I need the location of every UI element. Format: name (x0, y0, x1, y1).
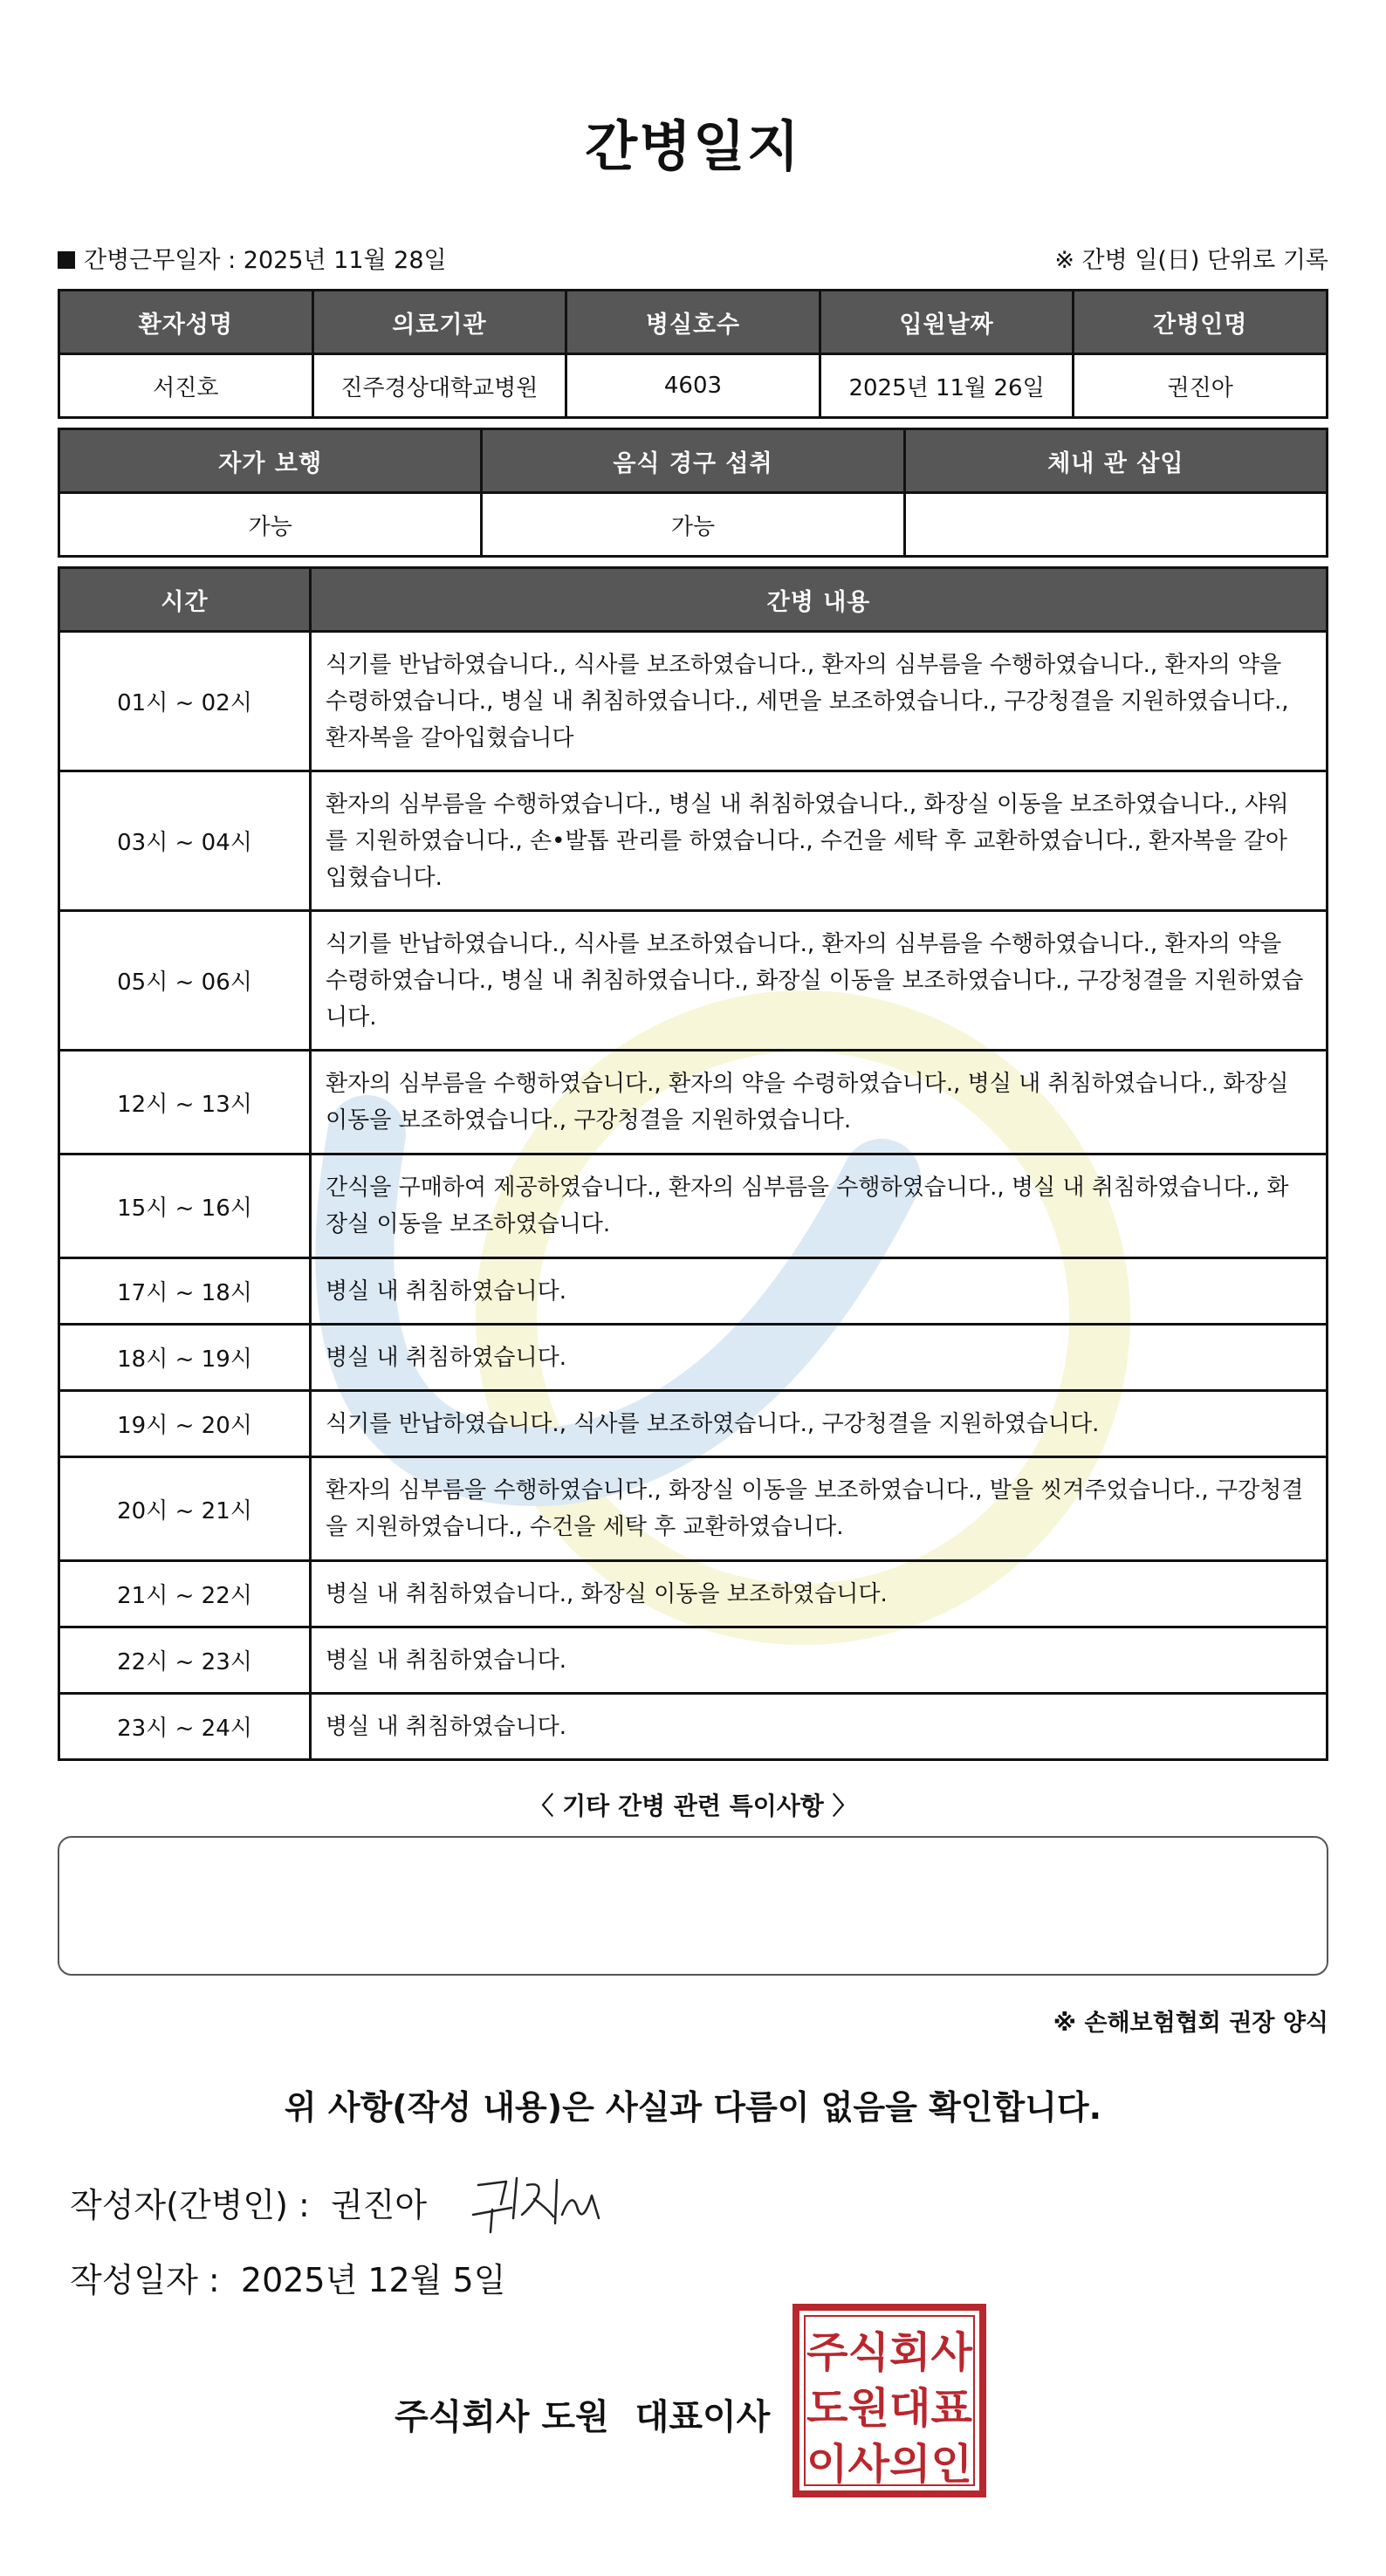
log-content: 환자의 심부름을 수행하였습니다., 병실 내 취침하였습니다., 화장실 이동을 보조하였습니다., 샤워를 지원하였습니다., 손•발톱 관리를 하였습니다., 수건을 세탁 후 교환하였습니다., 환자복을 갈아입혔습니다. (311, 771, 1328, 911)
table-row (59, 1258, 1328, 1325)
table-row (59, 632, 1328, 771)
svg-text:주식회사: 주식회사 (806, 2328, 973, 2377)
header-room: 병실호수 (566, 291, 820, 354)
remarks-box (58, 1836, 1328, 1976)
page-title: 간병일지 (585, 114, 801, 178)
log-content: 병실 내 취침하였습니다., 화장실 이동을 보조하였습니다. (311, 1561, 1328, 1627)
log-time: 22시 ~ 23시 (59, 1627, 311, 1694)
table-row (59, 1457, 1328, 1561)
log-time: 12시 ~ 13시 (59, 1051, 311, 1154)
signature-image (470, 2166, 627, 2236)
status-value-row (59, 493, 1328, 557)
table-row (59, 1051, 1328, 1154)
log-content: 환자의 심부름을 수행하였습니다., 화장실 이동을 보조하였습니다., 발을 씻겨주었습니다., 구강청결을 지원하였습니다., 수건을 세탁 후 교환하였습니다. (311, 1457, 1328, 1561)
log-content: 간식을 구매하여 제공하였습니다., 환자의 심부름을 수행하였습니다., 병실 내 취침하였습니다., 화장실 이동을 보조하였습니다. (311, 1154, 1328, 1258)
company-title: 대표이사 (635, 2397, 771, 2437)
oral-intake-value: 가능 (482, 493, 904, 557)
form-note: ※ 손해보험협회 권장 양식 (1053, 2010, 1328, 2037)
svg-text:이사의인: 이사의인 (806, 2440, 972, 2489)
table-row (59, 1694, 1328, 1760)
writer-line: 작성자(간병인) : 권진아 (70, 2186, 428, 2224)
header-admission-date: 입원날짜 (820, 291, 1074, 354)
patient-info-table (58, 289, 1328, 419)
work-date-value: 2025년 11월 28일 (243, 247, 447, 274)
log-content: 식기를 반납하였습니다., 식사를 보조하였습니다., 환자의 심부름을 수행하였습니다., 환자의 약을 수령하였습니다., 병실 내 취침하였습니다., 화장실 이동을 보조하였습니다., 구강청결을 지원하였습니다. (311, 911, 1328, 1051)
log-content: 병실 내 취침하였습니다. (311, 1694, 1328, 1760)
patient-value-row (59, 354, 1328, 418)
log-time: 15시 ~ 16시 (59, 1154, 311, 1258)
log-time: 03시 ~ 04시 (59, 771, 311, 911)
log-time: 05시 ~ 06시 (59, 911, 311, 1051)
work-date-label: 간병근무일자 (84, 247, 221, 274)
admission-date: 2025년 11월 26일 (820, 354, 1074, 418)
patient-header-row (59, 291, 1328, 354)
written-date-line: 작성일자 : 2025년 12월 5일 (70, 2261, 506, 2299)
header-tube-insertion: 체내 관 삽입 (904, 429, 1327, 493)
square-bullet-icon (58, 251, 75, 269)
log-time: 18시 ~ 19시 (59, 1325, 311, 1391)
care-log-table (58, 566, 1328, 1761)
caregiver-name: 권진아 (1074, 354, 1328, 418)
work-date: 간병근무일자 : 2025년 11월 28일 (58, 241, 447, 275)
writer-label: 작성자(간병인) (70, 2186, 288, 2224)
log-time: 20시 ~ 21시 (59, 1457, 311, 1561)
log-time: 17시 ~ 18시 (59, 1258, 311, 1325)
writer-name: 권진아 (330, 2186, 428, 2224)
log-content: 병실 내 취침하였습니다. (311, 1325, 1328, 1391)
table-row (59, 1154, 1328, 1258)
table-row (59, 1627, 1328, 1694)
log-content: 환자의 심부름을 수행하였습니다., 환자의 약을 수령하였습니다., 병실 내 취침하였습니다., 화장실 이동을 보조하였습니다., 구강청결을 지원하였습니다. (311, 1051, 1328, 1154)
table-row (59, 771, 1328, 911)
room-number: 4603 (566, 354, 820, 418)
tube-insertion-value (904, 493, 1327, 557)
svg-text:도원대표: 도원대표 (806, 2384, 973, 2433)
header-walking: 자가 보행 (59, 429, 482, 493)
log-time: 21시 ~ 22시 (59, 1561, 311, 1627)
log-content: 병실 내 취침하였습니다. (311, 1258, 1328, 1325)
log-header-row (59, 568, 1328, 632)
header-oral-intake: 음식 경구 섭취 (482, 429, 904, 493)
written-date-label: 작성일자 (70, 2261, 198, 2299)
header-care-content: 간병 내용 (311, 568, 1328, 632)
company-name: 주식회사 도원 (395, 2397, 609, 2437)
company-signature-line (395, 2389, 770, 2439)
patient-status-table (58, 428, 1328, 558)
patient-name: 서진호 (59, 354, 313, 418)
table-row (59, 1561, 1328, 1627)
header-time: 시간 (59, 568, 311, 632)
header-hospital: 의료기관 (312, 291, 566, 354)
confirmation-statement: 위 사항(작성 내용)은 사실과 다름이 없음을 확인합니다. (284, 2088, 1102, 2127)
company-seal-stamp (792, 2304, 986, 2497)
table-row (59, 911, 1328, 1051)
log-time: 01시 ~ 02시 (59, 632, 311, 771)
header-patient-name: 환자성명 (59, 291, 313, 354)
hospital-name: 진주경상대학교병원 (312, 354, 566, 418)
log-content: 식기를 반납하였습니다., 식사를 보조하였습니다., 환자의 심부름을 수행하였습니다., 환자의 약을 수령하였습니다., 병실 내 취침하였습니다., 세면을 보조하였습니다., 구강청결을 지원하였습니다., 환자복을 갈아입혔습니다 (311, 632, 1328, 771)
log-time: 23시 ~ 24시 (59, 1694, 311, 1760)
written-date-value: 2025년 12월 5일 (240, 2261, 506, 2299)
log-content: 식기를 반납하였습니다., 식사를 보조하였습니다., 구강청결을 지원하였습니다. (311, 1391, 1328, 1457)
walking-value: 가능 (59, 493, 482, 557)
log-time: 19시 ~ 20시 (59, 1391, 311, 1457)
remarks-title: 〈 기타 간병 관련 특이사항 〉 (529, 1792, 857, 1820)
unit-note: ※ 간병 일(日) 단위로 기록 (1054, 247, 1328, 274)
table-row (59, 1391, 1328, 1457)
status-header-row (59, 429, 1328, 493)
table-row (59, 1325, 1328, 1391)
log-content: 병실 내 취침하였습니다. (311, 1627, 1328, 1694)
header-caregiver: 간병인명 (1074, 291, 1328, 354)
